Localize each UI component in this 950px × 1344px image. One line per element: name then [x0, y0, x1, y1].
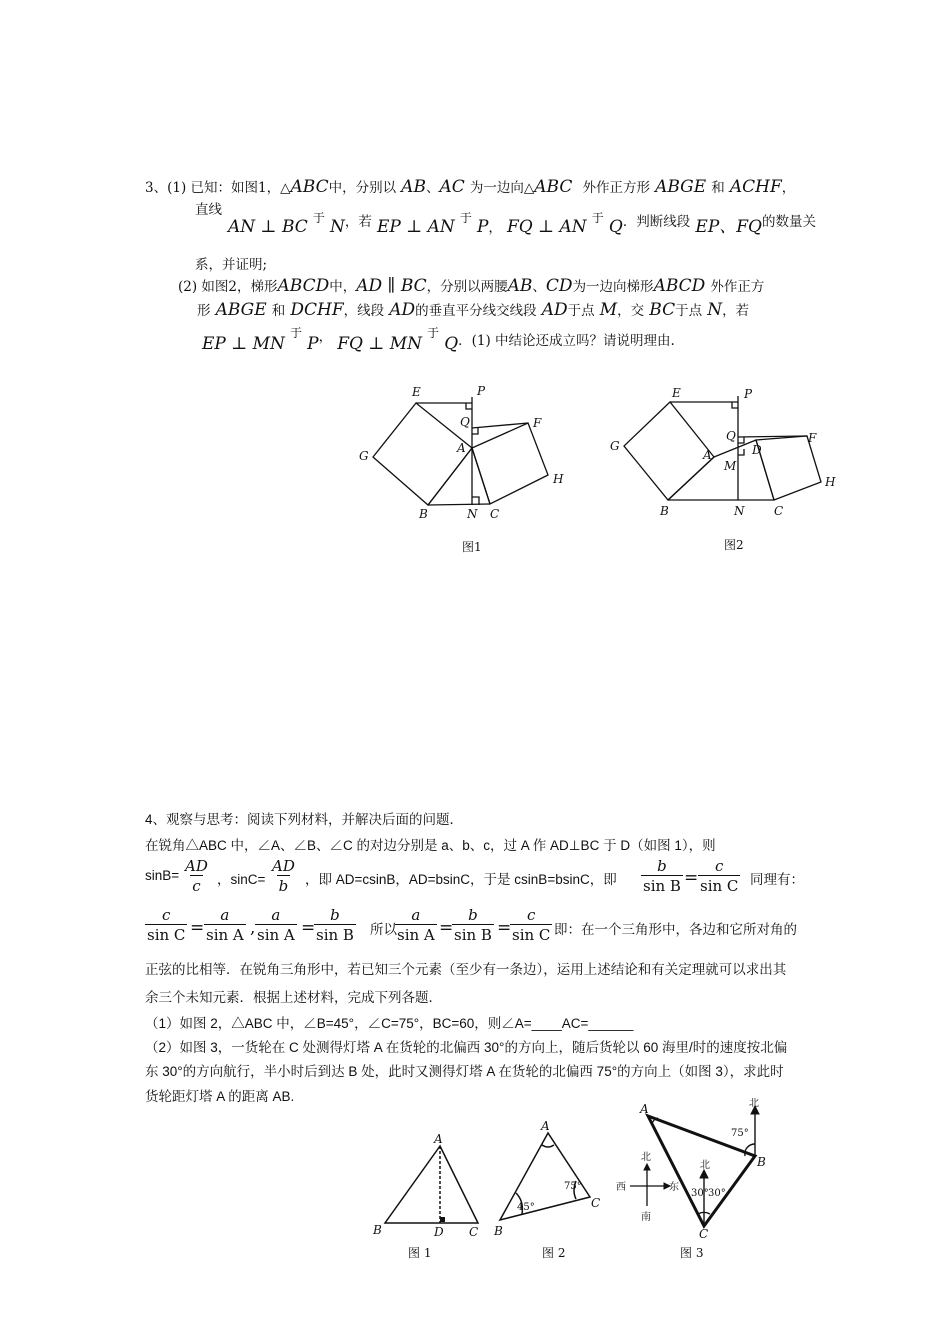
equals-sign: = [497, 918, 512, 938]
angle-label-b: 45° [517, 1202, 535, 1213]
label-n: N [734, 504, 745, 518]
label-compass-north: 北 [641, 1152, 651, 1163]
p4-line-9: 东 30°的方向航行，半小时后到达 B 处，此时又测得灯塔 A 在货轮的北偏西 75°的方向上（如图 3），求此时 [145, 1064, 784, 1079]
equals-sign: = [684, 868, 699, 888]
right-angle-q [472, 428, 478, 434]
text: 于 [427, 326, 440, 340]
p3-line-6 [202, 326, 675, 354]
p4-fig1-caption: 图 1 [408, 1246, 432, 1260]
label-b: B [419, 507, 428, 521]
math: N [329, 217, 345, 237]
math: AB [401, 177, 426, 197]
text: ，交 [617, 303, 645, 319]
text: ，若 [344, 214, 372, 230]
p3-figure-1 [350, 380, 580, 530]
p3-line-4 [178, 275, 764, 296]
text: (2) 如图2，梯形 [178, 279, 278, 295]
label-g: G [610, 439, 620, 453]
denominator: sin B [643, 877, 681, 895]
math: ACHF [729, 177, 782, 197]
p3-line-5 [197, 299, 749, 320]
equals-sign: = [190, 918, 205, 938]
math: ABC [534, 177, 573, 197]
denominator-text: b [278, 877, 289, 895]
right-angle-m [738, 449, 744, 455]
label-h: H [825, 475, 836, 489]
text: ，若 [722, 303, 750, 319]
p3-line-1 [145, 176, 795, 197]
label-c: C [774, 504, 784, 518]
text: 中，分别以 [328, 180, 397, 196]
numerator: AD [272, 857, 295, 875]
text: ， [318, 329, 333, 345]
text: 的数量关 [762, 214, 816, 230]
math: BC [649, 300, 676, 320]
math: ABGE [655, 177, 707, 197]
square-achf [472, 423, 548, 504]
label-b: B [660, 504, 669, 518]
label-a: A [703, 448, 712, 462]
math: AD ∥ BC [356, 276, 427, 296]
label-north-c: 北 [700, 1160, 710, 1171]
text: 、 [425, 180, 440, 196]
fraction-b-over-sinb [314, 906, 356, 945]
fraction-c-over-sinc [510, 906, 552, 945]
label-b: B [494, 1224, 503, 1238]
label-d: D [752, 443, 762, 457]
p4-fig3-caption: 图 3 [680, 1246, 704, 1260]
compass-north-arrow [644, 1164, 650, 1170]
p4-line-5: 正弦的比相等．在锐角三角形中，若已知三个元素（至少有一条边），运用上述结论和有关定理就可以求出其 [145, 962, 787, 977]
label-d: D [434, 1225, 444, 1239]
text: ．判断线段 [622, 214, 691, 230]
numerator: b [468, 906, 478, 924]
math: Q [444, 334, 459, 354]
math: AB [507, 276, 533, 296]
math: ABGE [215, 300, 267, 320]
right-angle-p [466, 403, 472, 409]
label-a: A [640, 1102, 649, 1116]
label-p: P [477, 384, 486, 398]
p4-sinb-label: sinB= [145, 868, 180, 883]
p4-line4-tail: 即：在一个三角形中，各边和它所对角的 [554, 922, 797, 937]
p3-fig2-caption: 图2 [724, 538, 744, 552]
math: AD [389, 300, 416, 320]
numerator: a [271, 906, 281, 924]
p4-line-6: 余三个未知元素．根据上述材料，完成下列各题． [145, 990, 442, 1005]
label-e: E [412, 385, 421, 399]
text: 于点 [567, 303, 595, 319]
label-c: C [591, 1196, 601, 1210]
fraction-b-over-sinb [452, 906, 494, 945]
triangle-abc [385, 1146, 478, 1223]
text: 于 [312, 211, 325, 225]
math: ABCD [277, 276, 330, 296]
label-n: N [467, 507, 478, 521]
fraction-ad-over-c [183, 857, 210, 896]
right-angle-q [738, 437, 744, 443]
math: CD [545, 276, 573, 296]
denominator: sin A [397, 926, 435, 944]
angle-label-75: 75° [731, 1128, 749, 1139]
denominator-text: c [192, 877, 201, 895]
numerator: c [162, 906, 171, 924]
arrow-north-c [700, 1170, 708, 1178]
fraction-a-over-sina [395, 906, 437, 945]
math: ABC [290, 177, 329, 197]
label-b: B [373, 1223, 382, 1237]
segment-ab [428, 448, 472, 505]
fraction-c-over-sinc [698, 857, 740, 896]
fraction-a-over-sina [204, 906, 246, 945]
comma: , [250, 918, 256, 938]
label-a: A [541, 1119, 550, 1133]
text: 于 [591, 211, 604, 225]
label-north-b: 北 [749, 1098, 759, 1109]
math: P [307, 334, 319, 354]
equals-sign: = [301, 918, 316, 938]
p3-fig1-caption: 图1 [462, 540, 482, 554]
label-compass-south: 南 [641, 1212, 651, 1223]
p4-fig2-caption: 图 2 [542, 1246, 566, 1260]
denominator: sin A [257, 926, 295, 944]
label-c: C [490, 507, 500, 521]
square-dchf [756, 436, 821, 500]
p4-figure-3 [612, 1098, 792, 1243]
p4-line3-mid: ，即 AD=csinB，AD=bsinC，于是 csinB=bsinC，即 [305, 872, 617, 887]
text: 直线 [195, 202, 222, 218]
label-q: Q [726, 429, 736, 443]
right-angle-d [440, 1217, 445, 1222]
text: 为一边向△ [469, 180, 535, 196]
p4-line-7: （1）如图 2，△ABC 中，∠B=45°，∠C=75°，BC=60，则∠A=____AC=______ [145, 1016, 634, 1031]
p4-line3-tail: 同理有： [750, 872, 804, 887]
denominator: sin B [454, 926, 492, 944]
p4-so-label: 所以 [370, 922, 397, 937]
denominator [190, 875, 202, 896]
math: ABCD [653, 276, 706, 296]
angle-label-c: 75° [564, 1181, 582, 1192]
fraction-ad-over-b [270, 857, 297, 896]
label-a: A [457, 441, 466, 455]
label-b: B [757, 1155, 766, 1169]
denominator: sin B [316, 926, 354, 944]
label-f: F [533, 416, 542, 430]
text: 和 [271, 303, 286, 319]
text: 中， [329, 279, 357, 295]
text: 的垂直平分线交线段 [415, 303, 537, 319]
p4-line-10: 货轮距灯塔 A 的距离 AB. [145, 1089, 295, 1104]
math: EP、FQ [695, 217, 762, 237]
text: 于 [290, 326, 303, 340]
text: 外作正方 [710, 279, 765, 295]
math: FQ ⊥ MN [337, 334, 422, 354]
math: AC [439, 177, 465, 197]
right-angle-p [732, 402, 738, 408]
p4-figure-2 [490, 1115, 610, 1240]
p4-line-1: 4、观察与思考：阅读下列材料，并解决后面的问题． [145, 812, 464, 827]
square-abge [624, 402, 714, 500]
label-c: C [469, 1225, 479, 1239]
text: 为一边向梯形 [572, 279, 654, 295]
denominator: sin A [206, 926, 244, 944]
text: ， [781, 180, 796, 196]
p4-line-2: 在锐角△ABC 中，∠A、∠B、∠C 的对边分别是 a、b、c，过 A 作 AD⊥BC 于 D（如图 1），则 [145, 838, 716, 853]
math: Q [608, 217, 623, 237]
segment-ac [472, 448, 490, 504]
denominator: sin C [700, 877, 739, 895]
text: ．(1) 中结论还成立吗？请说明理由. [458, 333, 675, 349]
math: P [476, 217, 489, 237]
angle-label-30a: 30° [691, 1188, 709, 1199]
denominator: sin C [147, 926, 186, 944]
denominator [277, 875, 291, 896]
p3-line-3: 系，并证明; [195, 257, 268, 273]
math: AD [541, 300, 568, 320]
text: 于 [459, 211, 472, 225]
text: 、 [532, 279, 546, 295]
fraction-a-over-sina [255, 906, 297, 945]
p3-line-2 [195, 202, 222, 226]
text: ，线段 [343, 303, 385, 319]
p3-figure-2 [600, 380, 850, 530]
label-compass-west: 西 [616, 1182, 626, 1193]
fraction-c-over-sinc [145, 906, 187, 945]
math: EP ⊥ MN [202, 334, 285, 354]
math: EP ⊥ AN [376, 217, 455, 237]
numerator: c [715, 857, 724, 875]
segment-ab [668, 457, 714, 500]
numerator: a [411, 906, 421, 924]
angle-label-30b: 30° [708, 1188, 726, 1199]
label-c: C [699, 1227, 709, 1241]
denominator: sin C [512, 926, 551, 944]
math: N [707, 300, 723, 320]
label-compass-east: 东 [669, 1182, 679, 1193]
p4-figure-1 [368, 1128, 488, 1243]
fraction-b-over-sinb [641, 857, 683, 896]
text: ， [488, 220, 502, 236]
text: ，分别以两腰 [426, 279, 508, 295]
label-h: H [553, 472, 564, 486]
numerator: a [220, 906, 230, 924]
label-p: P [744, 387, 753, 401]
math: AN ⊥ BC [228, 217, 308, 237]
label-g: G [359, 449, 369, 463]
label-a: A [434, 1132, 443, 1146]
equals-sign: = [439, 918, 454, 938]
numerator: c [527, 906, 536, 924]
p4-line-8: （2）如图 3，一货轮在 C 处测得灯塔 A 在货轮的北偏西 30°的方向上，随后货轮以 60 海里/时的速度按北偏 [145, 1040, 788, 1055]
math: DCHF [290, 300, 344, 320]
text: 外作正方形 [582, 180, 650, 196]
p3-line-2b [228, 212, 816, 237]
angle-arc-a [542, 1145, 554, 1147]
math: FQ ⊥ AN [506, 217, 587, 237]
label-q: Q [460, 415, 470, 429]
text: 形 [197, 303, 211, 319]
numerator: b [330, 906, 340, 924]
text: 和 [711, 180, 725, 196]
label-f: F [808, 431, 817, 445]
label-e: E [672, 386, 681, 400]
numerator: b [657, 857, 667, 875]
numerator: AD [185, 857, 208, 875]
text: 3、(1) 已知：如图1，△ [145, 180, 291, 196]
math: M [599, 300, 618, 320]
p4-sinc-label: ，sinC= [217, 872, 266, 887]
label-m: M [724, 459, 737, 473]
segment-bc [428, 504, 490, 505]
text: 于点 [675, 303, 703, 319]
